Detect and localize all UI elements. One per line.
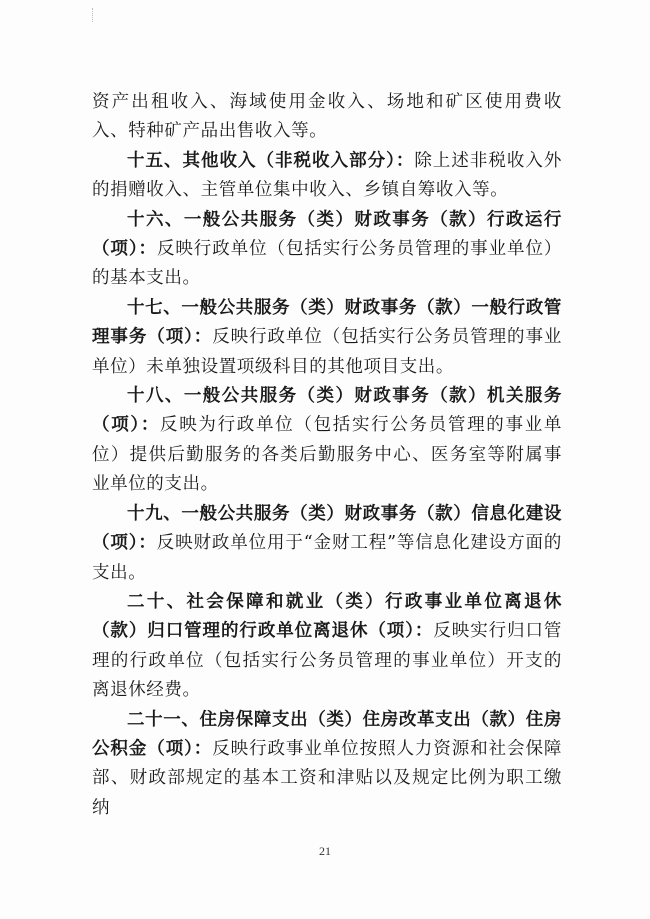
item-description: 反映财政单位用于“金财工程”等信息化建设方面的支出。: [92, 533, 562, 583]
item-description: 反映行政单位（包括实行公务员管理的事业单位）未单独设置项级科目的其他项目支出。: [92, 327, 562, 377]
item-heading: 十八、一般公共服务（类）财政事务（款）机关服务（项）：: [92, 386, 562, 436]
paragraph-continuation: [92, 88, 562, 147]
paragraph-item-20: [92, 588, 562, 706]
item-description: 除上述非税收入外的捐赠收入、主管单位集中收入、乡镇自筹收入等。: [92, 150, 562, 201]
item-heading: 十九、一般公共服务（类）财政事务（款）信息化建设（项）：: [92, 503, 562, 554]
scan-artifact: [92, 8, 99, 22]
item-heading: 二十、社会保障和就业（类）行政事业单位离退休（款）归口管理的行政单位离退休（项）：: [92, 591, 562, 642]
item-heading: 十七、一般公共服务（类）财政事务（款）一般行政管理事务（项）：: [92, 297, 562, 348]
paragraph-item-17: [92, 294, 562, 382]
paragraph-item-18: [92, 382, 562, 500]
document-body: [92, 88, 562, 823]
paragraph-item-19: [92, 500, 562, 588]
item-description: 反映为行政单位（包括实行公务员管理的事业单位）提供后勤服务的各类后勤服务中心、医务室等附属事业单位的支出。: [92, 415, 562, 495]
paragraph-body: 资产出租收入、海域使用金收入、场地和矿区使用费收入、特种矿产品出售收入等。: [92, 92, 562, 142]
paragraph-item-16: [92, 206, 562, 294]
item-description: 反映行政事业单位按照人力资源和社会保障部、财政部规定的基本工资和津贴以及规定比例为职工缴纳: [92, 738, 562, 818]
paragraph-item-15: [92, 147, 562, 206]
paragraph-item-21: [92, 706, 562, 824]
item-heading: 十六、一般公共服务（类）财政事务（款）行政运行（项）：: [92, 209, 562, 260]
item-description: 反映实行归口管理的行政单位（包括实行公务员管理的事业单位）开支的离退休经费。: [92, 621, 562, 701]
item-description: 反映行政单位（包括实行公务员管理的事业单位）的基本支出。: [92, 239, 562, 289]
item-heading: 十五、其他收入（非税收入部分）：: [127, 150, 415, 171]
item-heading: 二十一、住房保障支出（类）住房改革支出（款）住房公积金（项）：: [92, 709, 562, 759]
page-number: 21: [319, 844, 331, 858]
